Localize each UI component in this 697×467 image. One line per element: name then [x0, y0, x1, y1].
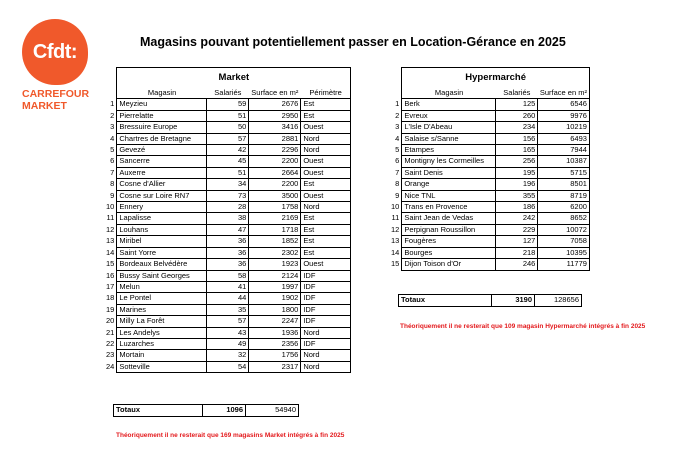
- table-row: [389, 202, 589, 213]
- cell-surface: 3416: [249, 122, 301, 133]
- row-number: 21: [106, 327, 115, 337]
- cell-magasin: Nice TNL: [402, 190, 496, 201]
- cell-magasin: Bressuire Europe: [117, 122, 207, 133]
- table-row: [389, 247, 589, 258]
- cell-surface: 10395: [538, 247, 590, 258]
- market-table: [104, 67, 351, 373]
- row-number: 8: [395, 179, 400, 189]
- table-row: [104, 179, 351, 190]
- table-row: [104, 167, 351, 178]
- cell-salaries: 246: [496, 259, 538, 270]
- cell-magasin: Marines: [117, 304, 207, 315]
- table-row: [104, 133, 351, 144]
- table-row: [104, 350, 351, 361]
- cell-surface: 11779: [538, 259, 590, 270]
- table-row: [104, 259, 351, 270]
- cell-surface: 1923: [249, 259, 301, 270]
- cell-surface: 2664: [249, 167, 301, 178]
- cell-magasin: Salaise s/Sanne: [402, 133, 496, 144]
- row-number: 14: [106, 247, 115, 257]
- cell-surface: 1718: [249, 224, 301, 235]
- cell-salaries: 51: [207, 110, 249, 121]
- row-number: 15: [106, 259, 115, 269]
- row-number: 12: [391, 224, 400, 234]
- row-number: 8: [110, 179, 115, 189]
- cell-surface: 8501: [538, 179, 590, 190]
- cell-salaries: 165: [496, 145, 538, 156]
- cell-perimetre: Ouest: [301, 190, 351, 201]
- table-row: [389, 190, 589, 201]
- cell-salaries: 73: [207, 190, 249, 201]
- row-number: 6: [110, 156, 115, 166]
- cell-salaries: 256: [496, 156, 538, 167]
- cell-surface: 8719: [538, 190, 590, 201]
- cell-salaries: 51: [207, 167, 249, 178]
- cell-salaries: 36: [207, 259, 249, 270]
- cell-salaries: 218: [496, 247, 538, 258]
- header-salaries: Salariés: [207, 88, 249, 99]
- table-row: [104, 213, 351, 224]
- cell-surface: 2302: [249, 247, 301, 258]
- row-number: 16: [106, 270, 115, 280]
- hyper-totals: [398, 294, 582, 307]
- cell-salaries: 57: [207, 316, 249, 327]
- header-magasin: Magasin: [117, 88, 207, 99]
- cell-surface: 3500: [249, 190, 301, 201]
- cell-salaries: 156: [496, 133, 538, 144]
- cell-perimetre: IDF: [301, 338, 351, 349]
- cell-perimetre: Nord: [301, 327, 351, 338]
- cell-magasin: Melun: [117, 281, 207, 292]
- row-number: 12: [106, 224, 115, 234]
- cell-salaries: 41: [207, 281, 249, 292]
- cell-salaries: 57: [207, 133, 249, 144]
- cell-magasin: Le Pontel: [117, 293, 207, 304]
- cell-surface: 2881: [249, 133, 301, 144]
- cell-perimetre: Nord: [301, 133, 351, 144]
- market-totals: [113, 404, 299, 417]
- cell-magasin: Cosne d'Allier: [117, 179, 207, 190]
- cfdt-logo: [18, 19, 102, 112]
- row-number: 9: [395, 190, 400, 200]
- table-row: [104, 304, 351, 315]
- row-number: 5: [395, 145, 400, 155]
- cell-salaries: 196: [496, 179, 538, 190]
- cell-magasin: Pierrelatte: [117, 110, 207, 121]
- cell-magasin: Bordeaux Belvédère: [117, 259, 207, 270]
- row-number: 13: [106, 236, 115, 246]
- cell-salaries: 44: [207, 293, 249, 304]
- cell-salaries: 229: [496, 224, 538, 235]
- cell-salaries: 28: [207, 202, 249, 213]
- cell-salaries: 125: [496, 99, 538, 110]
- row-number: 3: [395, 122, 400, 132]
- cell-magasin: Trans en Provence: [402, 202, 496, 213]
- row-number: 3: [110, 122, 115, 132]
- row-number: 14: [391, 247, 400, 257]
- row-number: 1: [395, 99, 400, 109]
- cell-surface: 1902: [249, 293, 301, 304]
- table-row: [104, 110, 351, 121]
- cell-surface: 7944: [538, 145, 590, 156]
- cell-salaries: 38: [207, 213, 249, 224]
- cell-salaries: 35: [207, 304, 249, 315]
- cell-surface: 2296: [249, 145, 301, 156]
- cell-perimetre: IDF: [301, 304, 351, 315]
- row-number: 11: [106, 213, 115, 223]
- table-row: [104, 190, 351, 201]
- row-number: 2: [395, 110, 400, 120]
- cell-surface: 2200: [249, 179, 301, 190]
- cell-perimetre: Nord: [301, 361, 351, 372]
- cell-salaries: 43: [207, 327, 249, 338]
- row-number: 22: [106, 338, 115, 348]
- row-number: 15: [391, 259, 400, 269]
- cell-salaries: 195: [496, 167, 538, 178]
- cell-magasin: Gevezé: [117, 145, 207, 156]
- totals-salaries: 3190: [492, 295, 535, 307]
- cell-salaries: 45: [207, 156, 249, 167]
- table-row: [389, 167, 589, 178]
- cell-magasin: Dijon Toison d'Or: [402, 259, 496, 270]
- totals-surface: 128656: [535, 295, 582, 307]
- cell-magasin: Evreux: [402, 110, 496, 121]
- cell-magasin: Miribel: [117, 236, 207, 247]
- cell-perimetre: IDF: [301, 270, 351, 281]
- table-row: [104, 338, 351, 349]
- table-row: [104, 361, 351, 372]
- hyper-rows: [389, 99, 589, 270]
- cell-salaries: 34: [207, 179, 249, 190]
- cell-perimetre: Est: [301, 179, 351, 190]
- cell-salaries: 54: [207, 361, 249, 372]
- cell-salaries: 50: [207, 122, 249, 133]
- cell-magasin: Fougères: [402, 236, 496, 247]
- cell-perimetre: IDF: [301, 293, 351, 304]
- table-row: [389, 179, 589, 190]
- table-row: [389, 122, 589, 133]
- table-row: [389, 236, 589, 247]
- cell-surface: 9976: [538, 110, 590, 121]
- row-number: 20: [106, 316, 115, 326]
- cell-surface: 8652: [538, 213, 590, 224]
- cell-magasin: Montigny les Cormeilles: [402, 156, 496, 167]
- row-number: 1: [110, 99, 115, 109]
- cell-magasin: Chartres de Bretagne: [117, 133, 207, 144]
- table-row: [104, 293, 351, 304]
- cell-surface: 1997: [249, 281, 301, 292]
- table-row: [389, 133, 589, 144]
- cell-magasin: L'Isle D'Abeau: [402, 122, 496, 133]
- cell-salaries: 59: [207, 99, 249, 110]
- row-number: 4: [110, 133, 115, 143]
- table-row: [104, 236, 351, 247]
- totals-label: Totaux: [114, 405, 203, 417]
- cell-salaries: 186: [496, 202, 538, 213]
- row-number: 18: [106, 293, 115, 303]
- cell-perimetre: Ouest: [301, 167, 351, 178]
- cell-surface: 2124: [249, 270, 301, 281]
- cell-magasin: Saint Jean de Vedas: [402, 213, 496, 224]
- row-number: 4: [395, 133, 400, 143]
- cell-magasin: Sotteville: [117, 361, 207, 372]
- cell-surface: 10219: [538, 122, 590, 133]
- cell-perimetre: Ouest: [301, 122, 351, 133]
- row-number: 7: [395, 167, 400, 177]
- table-row: [389, 145, 589, 156]
- cell-salaries: 242: [496, 213, 538, 224]
- logo-line-2: MARKET: [22, 100, 67, 112]
- cell-salaries: 234: [496, 122, 538, 133]
- cell-surface: 2356: [249, 338, 301, 349]
- cell-perimetre: Ouest: [301, 156, 351, 167]
- cell-surface: 6546: [538, 99, 590, 110]
- cell-magasin: Etampes: [402, 145, 496, 156]
- cell-surface: 7058: [538, 236, 590, 247]
- table-row: [104, 327, 351, 338]
- hyper-table: [389, 67, 590, 271]
- cell-salaries: 42: [207, 145, 249, 156]
- cell-surface: 10387: [538, 156, 590, 167]
- cell-magasin: Sancerre: [117, 156, 207, 167]
- totals-salaries: 1096: [203, 405, 246, 417]
- totals-label: Totaux: [399, 295, 492, 307]
- row-number: 2: [110, 110, 115, 120]
- table-row: [104, 156, 351, 167]
- row-number: 17: [106, 281, 115, 291]
- cell-surface: 1936: [249, 327, 301, 338]
- market-note: Théoriquement il ne resterait que 169 magasins Market intégrés à fin 2025: [116, 432, 345, 439]
- cell-surface: 2676: [249, 99, 301, 110]
- table-row: [104, 145, 351, 156]
- table-row: [389, 259, 589, 270]
- page-title: Magasins pouvant potentiellement passer en Location-Gérance en 2025: [140, 35, 566, 49]
- cell-magasin: Milly La Forêt: [117, 316, 207, 327]
- row-number: 6: [395, 156, 400, 166]
- cell-magasin: Saint Yorre: [117, 247, 207, 258]
- table-row: [104, 270, 351, 281]
- cell-surface: 2200: [249, 156, 301, 167]
- cell-surface: 10072: [538, 224, 590, 235]
- cell-perimetre: Est: [301, 236, 351, 247]
- cell-perimetre: IDF: [301, 281, 351, 292]
- cell-perimetre: Nord: [301, 202, 351, 213]
- row-number: 10: [391, 202, 400, 212]
- cell-surface: 6493: [538, 133, 590, 144]
- cell-magasin: Lapalisse: [117, 213, 207, 224]
- cell-magasin: Saint Denis: [402, 167, 496, 178]
- cell-magasin: Ennery: [117, 202, 207, 213]
- cell-surface: 1756: [249, 350, 301, 361]
- table-row: [104, 99, 351, 110]
- cell-surface: 1852: [249, 236, 301, 247]
- table-row: [104, 316, 351, 327]
- table-row: [104, 202, 351, 213]
- cell-magasin: Orange: [402, 179, 496, 190]
- header-surface: Surface en m²: [249, 88, 301, 99]
- cell-magasin: Perpignan Roussillon: [402, 224, 496, 235]
- market-title: Market: [117, 68, 351, 89]
- cell-salaries: 58: [207, 270, 249, 281]
- cell-magasin: Cosne sur Loire RN7: [117, 190, 207, 201]
- totals-surface: 54940: [246, 405, 299, 417]
- cell-salaries: 260: [496, 110, 538, 121]
- cell-salaries: 36: [207, 236, 249, 247]
- row-number: 9: [110, 190, 115, 200]
- cell-surface: 6200: [538, 202, 590, 213]
- cell-salaries: 355: [496, 190, 538, 201]
- cell-magasin: Mortain: [117, 350, 207, 361]
- cell-magasin: Les Andelys: [117, 327, 207, 338]
- row-number: 13: [391, 236, 400, 246]
- cell-perimetre: Nord: [301, 350, 351, 361]
- row-number: 11: [391, 213, 400, 223]
- cell-perimetre: Est: [301, 224, 351, 235]
- cell-magasin: Berk: [402, 99, 496, 110]
- cell-surface: 2169: [249, 213, 301, 224]
- cell-magasin: Meyzieu: [117, 99, 207, 110]
- hyper-title: Hypermarché: [402, 68, 590, 89]
- table-row: [104, 281, 351, 292]
- row-number: 24: [106, 361, 115, 371]
- row-number: 5: [110, 145, 115, 155]
- cell-salaries: 36: [207, 247, 249, 258]
- cell-salaries: 127: [496, 236, 538, 247]
- cell-magasin: Louhans: [117, 224, 207, 235]
- cell-magasin: Bussy Saint Georges: [117, 270, 207, 281]
- cell-surface: 5715: [538, 167, 590, 178]
- table-row: [389, 156, 589, 167]
- row-number: 23: [106, 350, 115, 360]
- row-number: 10: [106, 202, 115, 212]
- hyper-note: Théoriquement il ne resterait que 109 magasin Hypermarché intégrés à fin 2025: [400, 323, 646, 330]
- table-row: [389, 99, 589, 110]
- cell-magasin: Auxerre: [117, 167, 207, 178]
- market-rows: [104, 99, 351, 373]
- cell-surface: 1758: [249, 202, 301, 213]
- cell-magasin: Luzarches: [117, 338, 207, 349]
- table-row: [104, 247, 351, 258]
- row-number: 19: [106, 304, 115, 314]
- header-surface: Surface en m²: [538, 88, 590, 99]
- cell-surface: 2950: [249, 110, 301, 121]
- cell-surface: 2317: [249, 361, 301, 372]
- cell-surface: 2247: [249, 316, 301, 327]
- table-row: [389, 213, 589, 224]
- row-number: 7: [110, 167, 115, 177]
- table-row: [389, 110, 589, 121]
- table-row: [104, 224, 351, 235]
- cell-perimetre: Est: [301, 99, 351, 110]
- cell-perimetre: Ouest: [301, 259, 351, 270]
- table-row: [104, 122, 351, 133]
- cell-perimetre: Nord: [301, 145, 351, 156]
- cell-salaries: 47: [207, 224, 249, 235]
- table-row: [389, 224, 589, 235]
- cell-perimetre: IDF: [301, 316, 351, 327]
- header-salaries: Salariés: [496, 88, 538, 99]
- header-magasin: Magasin: [402, 88, 496, 99]
- cell-perimetre: Est: [301, 110, 351, 121]
- logo-line-1: CARREFOUR: [22, 88, 90, 100]
- cell-surface: 1800: [249, 304, 301, 315]
- header-perimetre: Périmètre: [301, 88, 351, 99]
- cell-perimetre: Est: [301, 247, 351, 258]
- cell-salaries: 49: [207, 338, 249, 349]
- logo-badge: Cfdt:: [22, 19, 88, 85]
- cell-perimetre: Est: [301, 213, 351, 224]
- cell-salaries: 32: [207, 350, 249, 361]
- cell-magasin: Bourges: [402, 247, 496, 258]
